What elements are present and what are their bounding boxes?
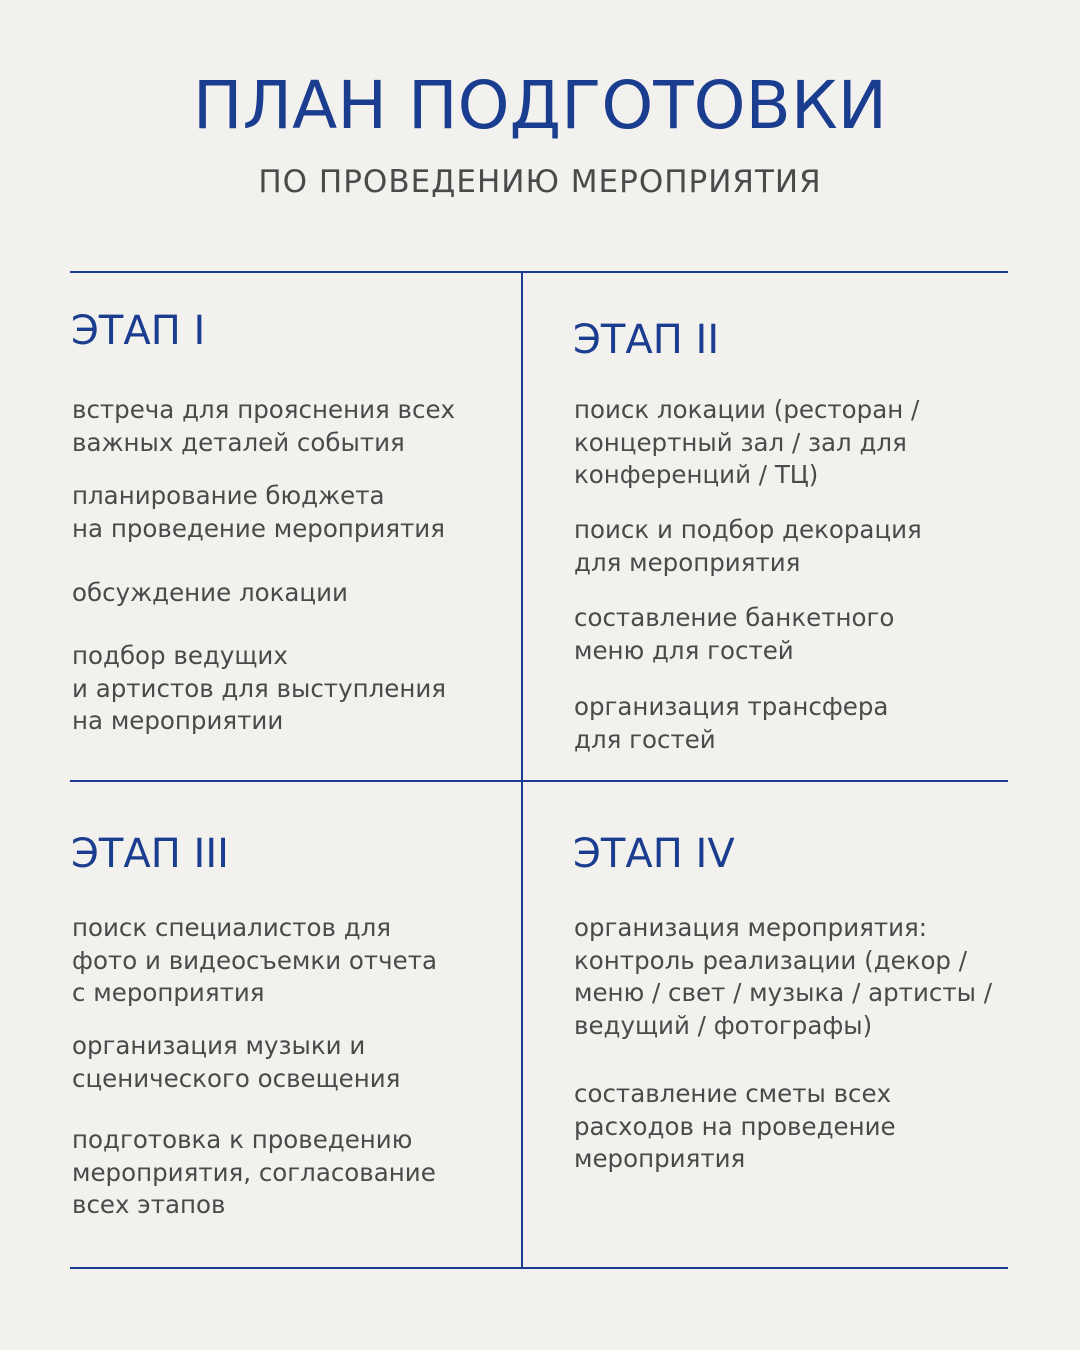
stage-4-title: ЭТАП IV bbox=[573, 831, 735, 877]
stage-3-item-1: поиск специалистов для фото и видеосъемки отчета с мероприятия bbox=[72, 913, 437, 1007]
stage-3-item-3: подготовка к проведению мероприятия, согласование всех этапов bbox=[72, 1125, 436, 1219]
stage-2-item-3: составление банкетного меню для гостей bbox=[574, 603, 895, 665]
stage-1-title: ЭТАП I bbox=[71, 308, 206, 354]
page-title: ПЛАН ПОДГОТОВКИ bbox=[192, 67, 888, 144]
stage-2-item-1: поиск локации (ресторан / концертный зал / зал для конференций / ТЦ) bbox=[574, 395, 920, 489]
stage-1-item-4: подбор ведущих и артистов для выступления на мероприятии bbox=[72, 641, 447, 735]
stage-2-item-2: поиск и подбор декорация для мероприятия bbox=[574, 515, 922, 577]
page-subtitle: ПО ПРОВЕДЕНИЮ МЕРОПРИЯТИЯ bbox=[258, 164, 822, 200]
grid-bottom-divider bbox=[70, 1267, 1008, 1269]
stage-1-item-3: обсуждение локации bbox=[72, 578, 348, 607]
grid-middle-divider bbox=[70, 780, 1008, 782]
grid-vertical-divider bbox=[521, 272, 523, 1268]
stage-1-item-1: встреча для прояснения всех важных деталей события bbox=[72, 395, 456, 457]
stage-3-item-2: организация музыки и сценического освещения bbox=[72, 1031, 401, 1093]
stage-3-title: ЭТАП III bbox=[71, 831, 229, 877]
stage-2-title: ЭТАП II bbox=[573, 317, 720, 363]
stage-1-item-2: планирование бюджета на проведение мероприятия bbox=[72, 481, 445, 543]
grid-top-divider bbox=[70, 271, 1008, 273]
stage-4-item-1: организация мероприятия: контроль реализации (декор / меню / свет / музыка / артисты / ведущий / фотографы) bbox=[574, 913, 992, 1040]
stage-2-item-4: организация трансфера для гостей bbox=[574, 692, 889, 754]
stage-4-item-2: составление сметы всех расходов на проведение мероприятия bbox=[574, 1079, 896, 1173]
